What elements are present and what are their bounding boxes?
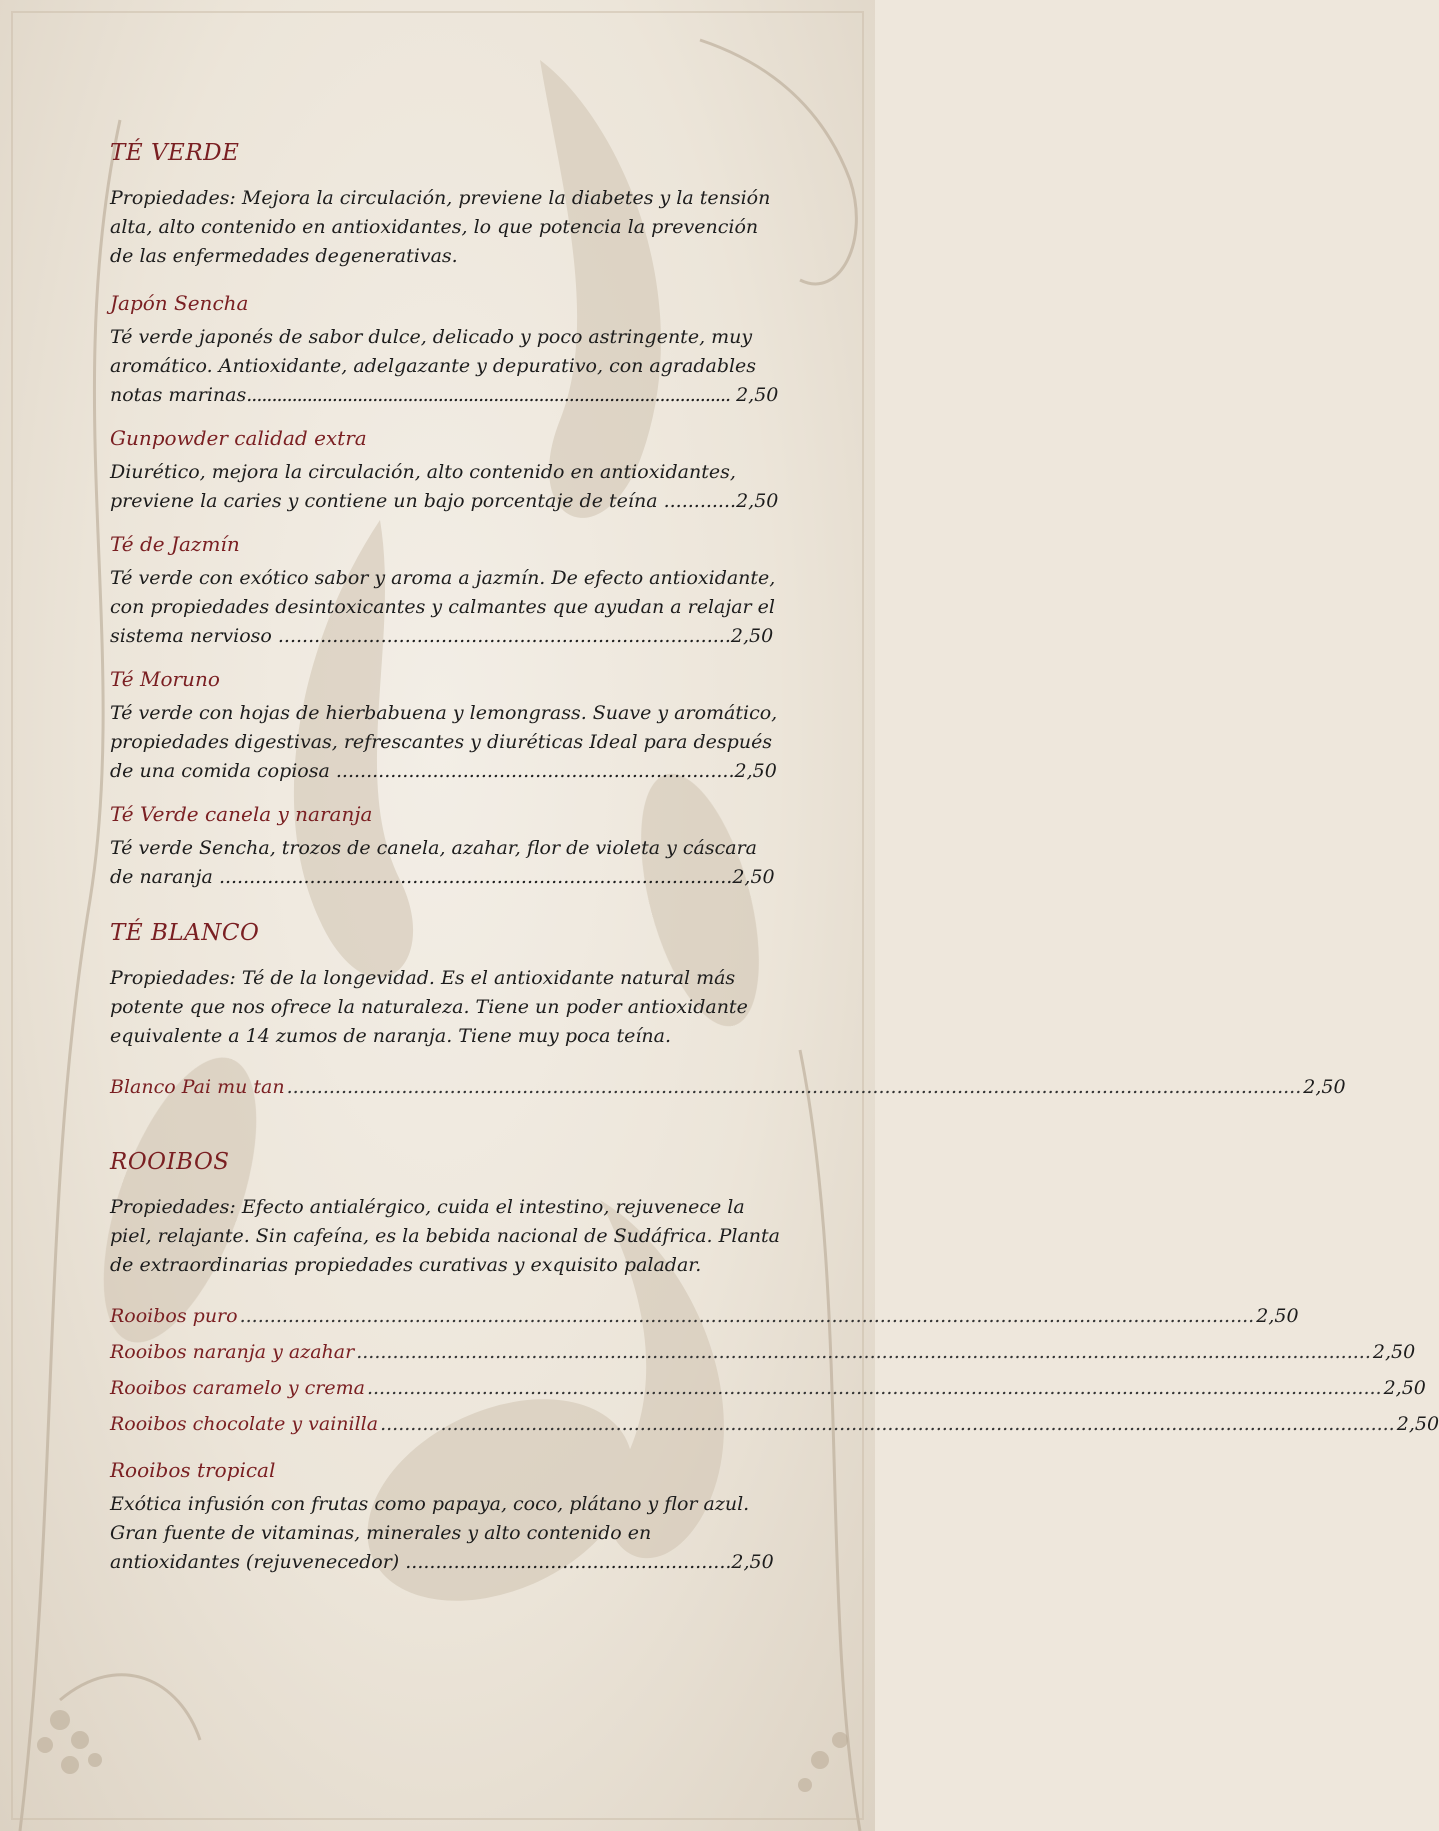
- dot-leader: ........................................................................................................................................................................: [380, 1413, 1395, 1435]
- item-price-blanco-pai-mu-tan: 2,50: [1303, 1076, 1346, 1098]
- item-price: 2,50: [736, 490, 779, 512]
- item-desc-japon-sencha: Té verde japonés de sabor dulce, delicado y poco astringente, muy aromático. Antioxidante, adelgazante y depurativo, con agradables notas marinas................................................................................................ 2,50: [110, 326, 779, 406]
- section-props-te-verde: Propiedades: Mejora la circulación, previene la diabetes y la tensión alta, alto contenido en antioxidantes, lo que potencia la prevención de las enfermedades degenerativas.: [110, 187, 771, 267]
- dot-leader: ........................................................................................................................................................................: [356, 1341, 1371, 1363]
- item-price-rooibos-puro: 2,50: [1256, 1305, 1299, 1327]
- dot-leader: ........................................................................................................................................................................: [366, 1377, 1382, 1399]
- item-name-te-moruno: Té Moruno: [110, 667, 220, 691]
- section-props-te-blanco: Propiedades: Té de la longevidad. Es el antioxidante natural más potente que nos ofrece la naturaleza. Tiene un poder antioxidante equivalente a 14 zumos de naranja. Tiene muy poca teína.: [110, 967, 748, 1047]
- item-name-japon-sencha: Japón Sencha: [110, 291, 249, 315]
- section-title-te-blanco: TÉ BLANCO: [110, 920, 260, 946]
- section-title-te-verde: TÉ VERDE: [110, 140, 240, 166]
- dot-leader: ............: [663, 490, 737, 512]
- item-name-rooibos-puro: Rooibos puro: [110, 1305, 238, 1327]
- item-name-rooibos-caramelo: Rooibos caramelo y crema: [110, 1377, 365, 1399]
- item-name-gunpowder: Gunpowder calidad extra: [110, 426, 367, 450]
- section-props-rooibos: Propiedades: Efecto antialérgico, cuida el intestino, rejuvenece la piel, relajante. Sin cafeína, es la bebida nacional de Sudáfrica. Planta de extraordinarias propiedades curativas y exquisito paladar.: [110, 1196, 780, 1276]
- item-desc-rooibos-tropical: Exótica infusión con frutas como papaya, coco, plátano y flor azul. Gran fuente de vitaminas, minerales y alto contenido en antioxidantes (rejuvenecedor) ......................................................2,50: [110, 1493, 774, 1573]
- item-price-rooibos-chocolate: 2,50: [1396, 1413, 1439, 1435]
- item-price: 2,50: [731, 1551, 774, 1573]
- item-name-te-verde-canela: Té Verde canela y naranja: [110, 802, 373, 826]
- item-row-rooibos-naranja: [110, 1334, 1416, 1370]
- item-name-rooibos-naranja: Rooibos naranja y azahar: [110, 1341, 355, 1363]
- item-name-blanco-pai-mu-tan: Blanco Pai mu tan: [110, 1076, 285, 1098]
- dot-leader: ........................................................................................................................................................................: [239, 1305, 1255, 1327]
- item-row-rooibos-caramelo: [110, 1370, 1426, 1406]
- item-row-rooibos-puro: [110, 1298, 1299, 1334]
- item-row-rooibos-chocolate: [110, 1406, 1439, 1442]
- item-price: 2,50: [734, 760, 777, 782]
- dot-leader: ...........................................................................: [277, 625, 731, 647]
- item-price: 2,50: [732, 866, 775, 888]
- item-name-rooibos-chocolate: Rooibos chocolate y vainilla: [110, 1413, 379, 1435]
- item-desc-te-verde-canela: Té verde Sencha, trozos de canela, azahar, flor de violeta y cáscara de naranja .....................................................................................2,50: [110, 837, 775, 888]
- item-name-te-jazmin: Té de Jazmín: [110, 532, 240, 556]
- item-price-rooibos-naranja: 2,50: [1372, 1341, 1416, 1363]
- item-row-blanco-pai-mu-tan: [110, 1069, 1346, 1105]
- item-desc-gunpowder: Diurético, mejora la circulación, alto contenido en antioxidantes, previene la caries y contiene un bajo porcentaje de teína ............2,50: [110, 461, 779, 512]
- dot-leader: .....................................................................................: [218, 866, 733, 888]
- dot-leader: ..................................................................: [335, 760, 735, 782]
- item-desc-te-moruno: Té verde con hojas de hierbabuena y lemongrass. Suave y aromático, propiedades digestivas, refrescantes y diuréticas Ideal para después de una comida copiosa ..................................................................2,50: [110, 702, 778, 782]
- item-name-rooibos-tropical: Rooibos tropical: [110, 1458, 276, 1482]
- dot-leader: ........................................................................................................................................................................: [286, 1076, 1302, 1098]
- section-title-rooibos: ROOIBOS: [110, 1149, 230, 1175]
- item-price: 2,50: [730, 625, 774, 647]
- dot-leader: ......................................................: [405, 1551, 732, 1573]
- item-desc-te-jazmin: Té verde con exótico sabor y aroma a jazmín. De efecto antioxidante, con propiedades desintoxicantes y calmantes que ayudan a relajar el sistema nervioso ...........................................................................2,50: [110, 567, 776, 647]
- menu-content: [110, 140, 1439, 1591]
- dot-leader: ................................................................................................: [246, 384, 731, 406]
- item-price: 2,50: [736, 384, 779, 406]
- item-price-rooibos-caramelo: 2,50: [1383, 1377, 1426, 1399]
